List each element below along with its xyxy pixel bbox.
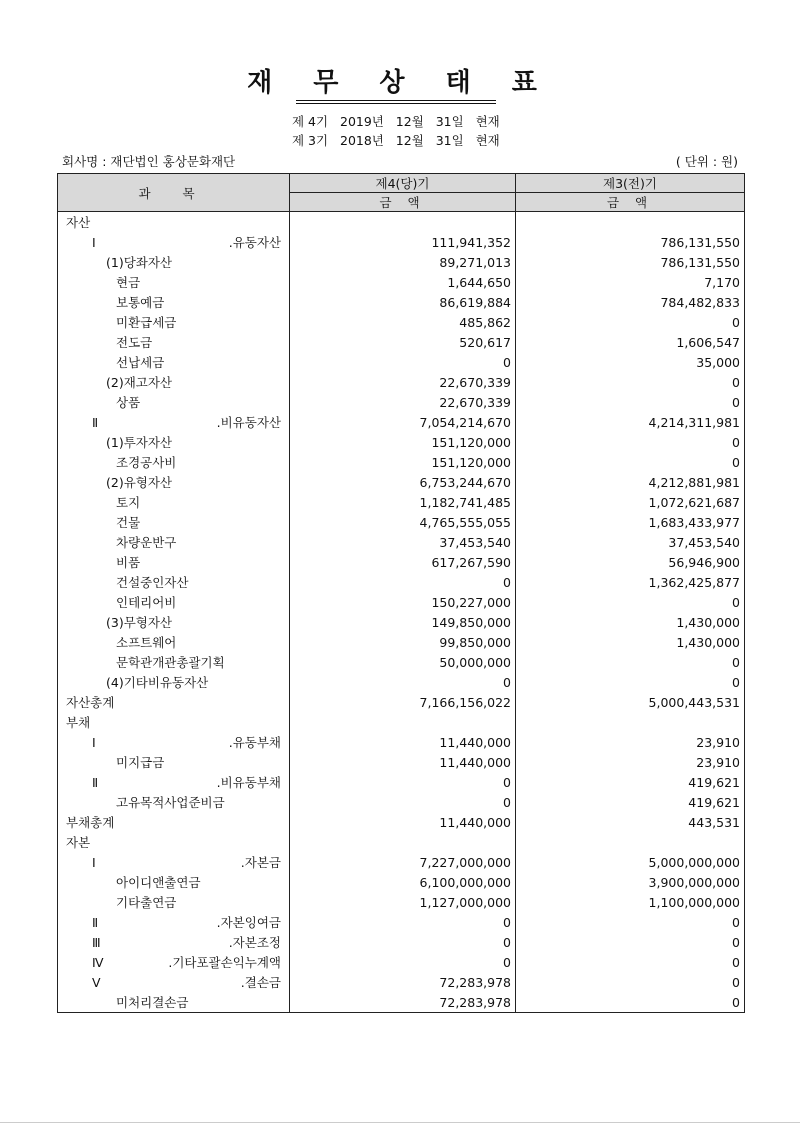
prior-amount: 0	[629, 912, 745, 932]
account-label-text: Ⅰ.유동자산	[92, 235, 281, 250]
table-row	[58, 892, 745, 912]
current-amount: 0	[402, 932, 516, 952]
blank-cell	[516, 712, 629, 732]
prior-amount: 1,072,621,687	[629, 492, 745, 512]
blank-cell	[290, 772, 402, 792]
prior-amount	[629, 712, 745, 732]
prior-amount: 0	[629, 932, 745, 952]
account-label	[58, 332, 290, 352]
prior-amount: 419,621	[629, 772, 745, 792]
current-amount: 99,850,000	[402, 632, 516, 652]
table-row	[58, 532, 745, 552]
table-row	[58, 912, 745, 932]
blank-cell	[290, 452, 402, 472]
table-row	[58, 612, 745, 632]
prior-amount: 56,946,900	[629, 552, 745, 572]
blank-cell	[516, 492, 629, 512]
prior-amount: 1,606,547	[629, 332, 745, 352]
account-label-text: Ⅱ.비유동자산	[92, 415, 281, 430]
current-amount: 11,440,000	[402, 812, 516, 832]
account-label	[58, 552, 290, 572]
current-amount: 617,267,590	[402, 552, 516, 572]
account-label	[58, 952, 290, 972]
blank-cell	[516, 612, 629, 632]
table-row	[58, 312, 745, 332]
account-label	[58, 432, 290, 452]
account-label-text: 미지급금	[116, 755, 165, 770]
account-label	[58, 712, 290, 732]
prior-amount: 37,453,540	[629, 532, 745, 552]
prior-amount: 0	[629, 312, 745, 332]
prior-amount: 0	[629, 972, 745, 992]
account-label-text: Ⅰ.유동부채	[92, 735, 281, 750]
account-label-text: 부채	[66, 715, 91, 730]
account-label	[58, 832, 290, 852]
blank-cell	[290, 392, 402, 412]
current-amount: 6,100,000,000	[402, 872, 516, 892]
blank-cell	[290, 912, 402, 932]
blank-cell	[290, 612, 402, 632]
current-amount: 7,166,156,022	[402, 692, 516, 712]
account-label-text: Ⅰ.자본금	[92, 855, 281, 870]
blank-cell	[516, 852, 629, 872]
current-amount: 4,765,555,055	[402, 512, 516, 532]
blank-cell	[290, 432, 402, 452]
account-label	[58, 892, 290, 912]
blank-cell	[290, 552, 402, 572]
blank-cell	[516, 252, 629, 272]
prior-amount: 1,100,000,000	[629, 892, 745, 912]
balance-sheet-table	[57, 173, 745, 1013]
account-label	[58, 772, 290, 792]
account-label	[58, 692, 290, 712]
blank-cell	[290, 932, 402, 952]
account-label	[58, 812, 290, 832]
account-label-text: 자본	[66, 835, 91, 850]
prior-amount	[629, 212, 745, 233]
account-label-text: (3)무형자산	[106, 615, 173, 630]
blank-cell	[290, 512, 402, 532]
prior-amount: 23,910	[629, 752, 745, 772]
account-label	[58, 272, 290, 292]
blank-cell	[516, 932, 629, 952]
account-label-text: Ⅲ.자본조정	[92, 935, 281, 950]
blank-cell	[290, 952, 402, 972]
prior-amount: 23,910	[629, 732, 745, 752]
table-row	[58, 552, 745, 572]
prior-amount: 0	[629, 372, 745, 392]
current-amount: 22,670,339	[402, 372, 516, 392]
blank-cell	[290, 492, 402, 512]
blank-cell	[290, 292, 402, 312]
blank-cell	[516, 392, 629, 412]
blank-cell	[516, 872, 629, 892]
table-row	[58, 972, 745, 992]
table-row	[58, 812, 745, 832]
blank-cell	[516, 452, 629, 472]
current-amount: 150,227,000	[402, 592, 516, 612]
account-label-text: 기타출연금	[116, 895, 177, 910]
prior-amount: 5,000,000,000	[629, 852, 745, 872]
account-label-text: 자산총계	[66, 695, 115, 710]
table-row	[58, 712, 745, 732]
prior-amount: 1,430,000	[629, 612, 745, 632]
current-amount: 11,440,000	[402, 732, 516, 752]
current-amount: 7,227,000,000	[402, 852, 516, 872]
table-row	[58, 472, 745, 492]
account-label-text: (2)재고자산	[106, 375, 173, 390]
account-label	[58, 512, 290, 532]
blank-cell	[290, 892, 402, 912]
table-row	[58, 352, 745, 372]
table-row	[58, 572, 745, 592]
current-amount: 151,120,000	[402, 432, 516, 452]
document-title: 재 무 상 태 표	[247, 68, 553, 98]
prior-amount: 1,362,425,877	[629, 572, 745, 592]
blank-cell	[516, 892, 629, 912]
title-underline-bottom	[296, 103, 496, 104]
table-row	[58, 772, 745, 792]
current-amount: 0	[402, 792, 516, 812]
current-amount: 0	[402, 672, 516, 692]
account-label	[58, 352, 290, 372]
account-label-text: 선납세금	[116, 355, 165, 370]
table-row	[58, 632, 745, 652]
account-label-text: 인테리어비	[116, 595, 177, 610]
current-amount: 11,440,000	[402, 752, 516, 772]
blank-cell	[290, 692, 402, 712]
blank-cell	[516, 352, 629, 372]
account-label	[58, 472, 290, 492]
account-label	[58, 672, 290, 692]
prior-amount: 3,900,000,000	[629, 872, 745, 892]
current-period: 제 4기 2019년 12월 31일 현재	[292, 114, 500, 129]
blank-cell	[516, 992, 629, 1013]
blank-cell	[516, 552, 629, 572]
current-amount: 50,000,000	[402, 652, 516, 672]
blank-cell	[290, 812, 402, 832]
blank-cell	[516, 632, 629, 652]
blank-cell	[290, 632, 402, 652]
account-label	[58, 992, 290, 1013]
prior-amount: 0	[629, 452, 745, 472]
table-row	[58, 932, 745, 952]
account-label	[58, 632, 290, 652]
prior-period-header: 제3(전)기	[516, 174, 745, 193]
table-row	[58, 752, 745, 772]
blank-cell	[290, 372, 402, 392]
current-amount: 149,850,000	[402, 612, 516, 632]
blank-cell	[516, 432, 629, 452]
blank-cell	[516, 592, 629, 612]
blank-cell	[516, 372, 629, 392]
blank-cell	[516, 532, 629, 552]
prior-amount: 786,131,550	[629, 232, 745, 252]
current-amount	[402, 832, 516, 852]
account-label	[58, 972, 290, 992]
account-label	[58, 372, 290, 392]
table-row	[58, 792, 745, 812]
table-row	[58, 832, 745, 852]
account-label-text: 아이디앤출연금	[116, 875, 201, 890]
blank-cell	[290, 592, 402, 612]
blank-cell	[290, 832, 402, 852]
table-row	[58, 452, 745, 472]
account-label	[58, 852, 290, 872]
blank-cell	[290, 412, 402, 432]
table-row	[58, 992, 745, 1013]
current-amount: 0	[402, 352, 516, 372]
blank-cell	[516, 812, 629, 832]
account-label	[58, 612, 290, 632]
blank-cell	[290, 652, 402, 672]
blank-cell	[516, 752, 629, 772]
table-row	[58, 292, 745, 312]
blank-cell	[516, 832, 629, 852]
account-label-text: Ⅴ.결손금	[92, 975, 281, 990]
account-label-text: (4)기타비유동자산	[106, 675, 209, 690]
current-amount: 0	[402, 772, 516, 792]
prior-amount: 443,531	[629, 812, 745, 832]
account-label	[58, 452, 290, 472]
blank-cell	[290, 272, 402, 292]
blank-cell	[516, 412, 629, 432]
prior-amount: 1,683,433,977	[629, 512, 745, 532]
blank-cell	[290, 352, 402, 372]
current-amount: 151,120,000	[402, 452, 516, 472]
account-label-text: 문학관개관총괄기획	[116, 655, 225, 670]
account-label	[58, 912, 290, 932]
unit-label: ( 단위 : 원)	[675, 154, 738, 169]
table-row	[58, 652, 745, 672]
table-row	[58, 272, 745, 292]
current-amount: 1,127,000,000	[402, 892, 516, 912]
blank-cell	[516, 692, 629, 712]
account-label	[58, 312, 290, 332]
current-amount: 86,619,884	[402, 292, 516, 312]
blank-cell	[516, 972, 629, 992]
account-label	[58, 532, 290, 552]
account-label-text: 비품	[116, 555, 141, 570]
current-amount: 111,941,352	[402, 232, 516, 252]
prior-amount: 1,430,000	[629, 632, 745, 652]
current-amount: 0	[402, 572, 516, 592]
account-label	[58, 292, 290, 312]
account-label-text: 건물	[116, 515, 141, 530]
account-label	[58, 752, 290, 772]
account-label-text: 상품	[116, 395, 141, 410]
blank-cell	[290, 792, 402, 812]
prior-amount: 0	[629, 672, 745, 692]
account-label-text: 전도금	[116, 335, 153, 350]
table-row	[58, 372, 745, 392]
blank-cell	[516, 332, 629, 352]
account-label-text: 고유목적사업준비금	[116, 795, 225, 810]
account-label-text: 부채총계	[66, 815, 115, 830]
account-label-text: Ⅳ.기타포괄손익누계액	[92, 955, 281, 970]
account-label	[58, 792, 290, 812]
blank-cell	[290, 532, 402, 552]
current-amount: 6,753,244,670	[402, 472, 516, 492]
table-row	[58, 852, 745, 872]
prior-amount: 4,212,881,981	[629, 472, 745, 492]
account-label-text: (2)유형자산	[106, 475, 173, 490]
account-label	[58, 232, 290, 252]
account-label	[58, 932, 290, 952]
blank-cell	[290, 232, 402, 252]
current-amount	[402, 212, 516, 233]
table-row	[58, 732, 745, 752]
current-amount: 0	[402, 952, 516, 972]
blank-cell	[516, 472, 629, 492]
blank-cell	[290, 312, 402, 332]
table-row	[58, 512, 745, 532]
account-label-text: 보통예금	[116, 295, 165, 310]
blank-cell	[516, 512, 629, 532]
blank-cell	[516, 672, 629, 692]
account-label-text: (1)당좌자산	[106, 255, 173, 270]
current-period-header: 제4(당)기	[290, 174, 516, 193]
account-label	[58, 212, 290, 233]
company-name: 회사명 : 재단법인 홍상문화재단	[62, 154, 236, 169]
current-amount: 37,453,540	[402, 532, 516, 552]
prior-amount: 784,482,833	[629, 292, 745, 312]
table-row	[58, 492, 745, 512]
prior-amount: 0	[629, 432, 745, 452]
current-amount: 22,670,339	[402, 392, 516, 412]
table-row	[58, 592, 745, 612]
current-amount: 485,862	[402, 312, 516, 332]
blank-cell	[290, 752, 402, 772]
blank-cell	[516, 212, 629, 233]
prior-amount: 0	[629, 952, 745, 972]
prior-amount: 0	[629, 992, 745, 1013]
account-label	[58, 492, 290, 512]
blank-cell	[516, 772, 629, 792]
account-label-text: 미환급세금	[116, 315, 177, 330]
table-row	[58, 672, 745, 692]
prior-amount: 4,214,311,981	[629, 412, 745, 432]
account-label-text: 미처리결손금	[116, 995, 189, 1010]
prior-amount: 0	[629, 652, 745, 672]
account-label-text: 소프트웨어	[116, 635, 177, 650]
account-label-text: Ⅱ.비유동부채	[92, 775, 281, 790]
table-row	[58, 412, 745, 432]
blank-cell	[516, 732, 629, 752]
blank-cell	[290, 212, 402, 233]
reporting-periods	[292, 112, 500, 150]
current-amount: 72,283,978	[402, 992, 516, 1013]
account-label-text: 건설중인자산	[116, 575, 189, 590]
current-amount: 7,054,214,670	[402, 412, 516, 432]
blank-cell	[290, 572, 402, 592]
prior-period: 제 3기 2018년 12월 31일 현재	[292, 133, 500, 148]
prior-amount: 419,621	[629, 792, 745, 812]
blank-cell	[290, 472, 402, 492]
current-amount: 89,271,013	[402, 252, 516, 272]
table-row	[58, 692, 745, 712]
account-label	[58, 732, 290, 752]
blank-cell	[516, 232, 629, 252]
blank-cell	[516, 572, 629, 592]
blank-cell	[290, 252, 402, 272]
account-label-text: 현금	[116, 275, 141, 290]
prior-amount: 5,000,443,531	[629, 692, 745, 712]
current-amount: 1,182,741,485	[402, 492, 516, 512]
table-row	[58, 232, 745, 252]
current-amount: 1,644,650	[402, 272, 516, 292]
table-row	[58, 872, 745, 892]
current-amount: 72,283,978	[402, 972, 516, 992]
current-amount: 520,617	[402, 332, 516, 352]
blank-cell	[516, 272, 629, 292]
blank-cell	[516, 912, 629, 932]
blank-cell	[290, 872, 402, 892]
table-row	[58, 212, 745, 233]
account-label	[58, 392, 290, 412]
account-label-text: (1)투자자산	[106, 435, 173, 450]
account-label-text: 자산	[66, 215, 91, 230]
blank-cell	[290, 992, 402, 1013]
account-label	[58, 412, 290, 432]
prior-amount	[629, 832, 745, 852]
account-label	[58, 572, 290, 592]
title-underline-top	[296, 100, 496, 101]
account-label-text: Ⅱ.자본잉여금	[92, 915, 281, 930]
blank-cell	[290, 332, 402, 352]
blank-cell	[290, 712, 402, 732]
blank-cell	[516, 292, 629, 312]
prior-amount: 0	[629, 592, 745, 612]
subject-header: 과 목	[58, 174, 290, 212]
account-label	[58, 592, 290, 612]
account-label	[58, 252, 290, 272]
account-label-text: 토지	[116, 495, 141, 510]
blank-cell	[516, 652, 629, 672]
table-row	[58, 332, 745, 352]
prior-amount: 7,170	[629, 272, 745, 292]
current-amount: 0	[402, 912, 516, 932]
current-amount-header: 금 액	[290, 193, 516, 212]
account-label	[58, 652, 290, 672]
blank-cell	[516, 952, 629, 972]
prior-amount: 786,131,550	[629, 252, 745, 272]
blank-cell	[290, 852, 402, 872]
blank-cell	[516, 312, 629, 332]
prior-amount: 35,000	[629, 352, 745, 372]
blank-cell	[516, 792, 629, 812]
table-row	[58, 432, 745, 452]
blank-cell	[290, 732, 402, 752]
prior-amount-header: 금 액	[516, 193, 745, 212]
account-label-text: 조경공사비	[116, 455, 177, 470]
page-bottom-rule	[0, 1122, 800, 1123]
current-amount	[402, 712, 516, 732]
table-row	[58, 392, 745, 412]
blank-cell	[290, 672, 402, 692]
table-row	[58, 252, 745, 272]
table-row	[58, 952, 745, 972]
blank-cell	[290, 972, 402, 992]
prior-amount: 0	[629, 392, 745, 412]
account-label	[58, 872, 290, 892]
account-label-text: 차량운반구	[116, 535, 177, 550]
